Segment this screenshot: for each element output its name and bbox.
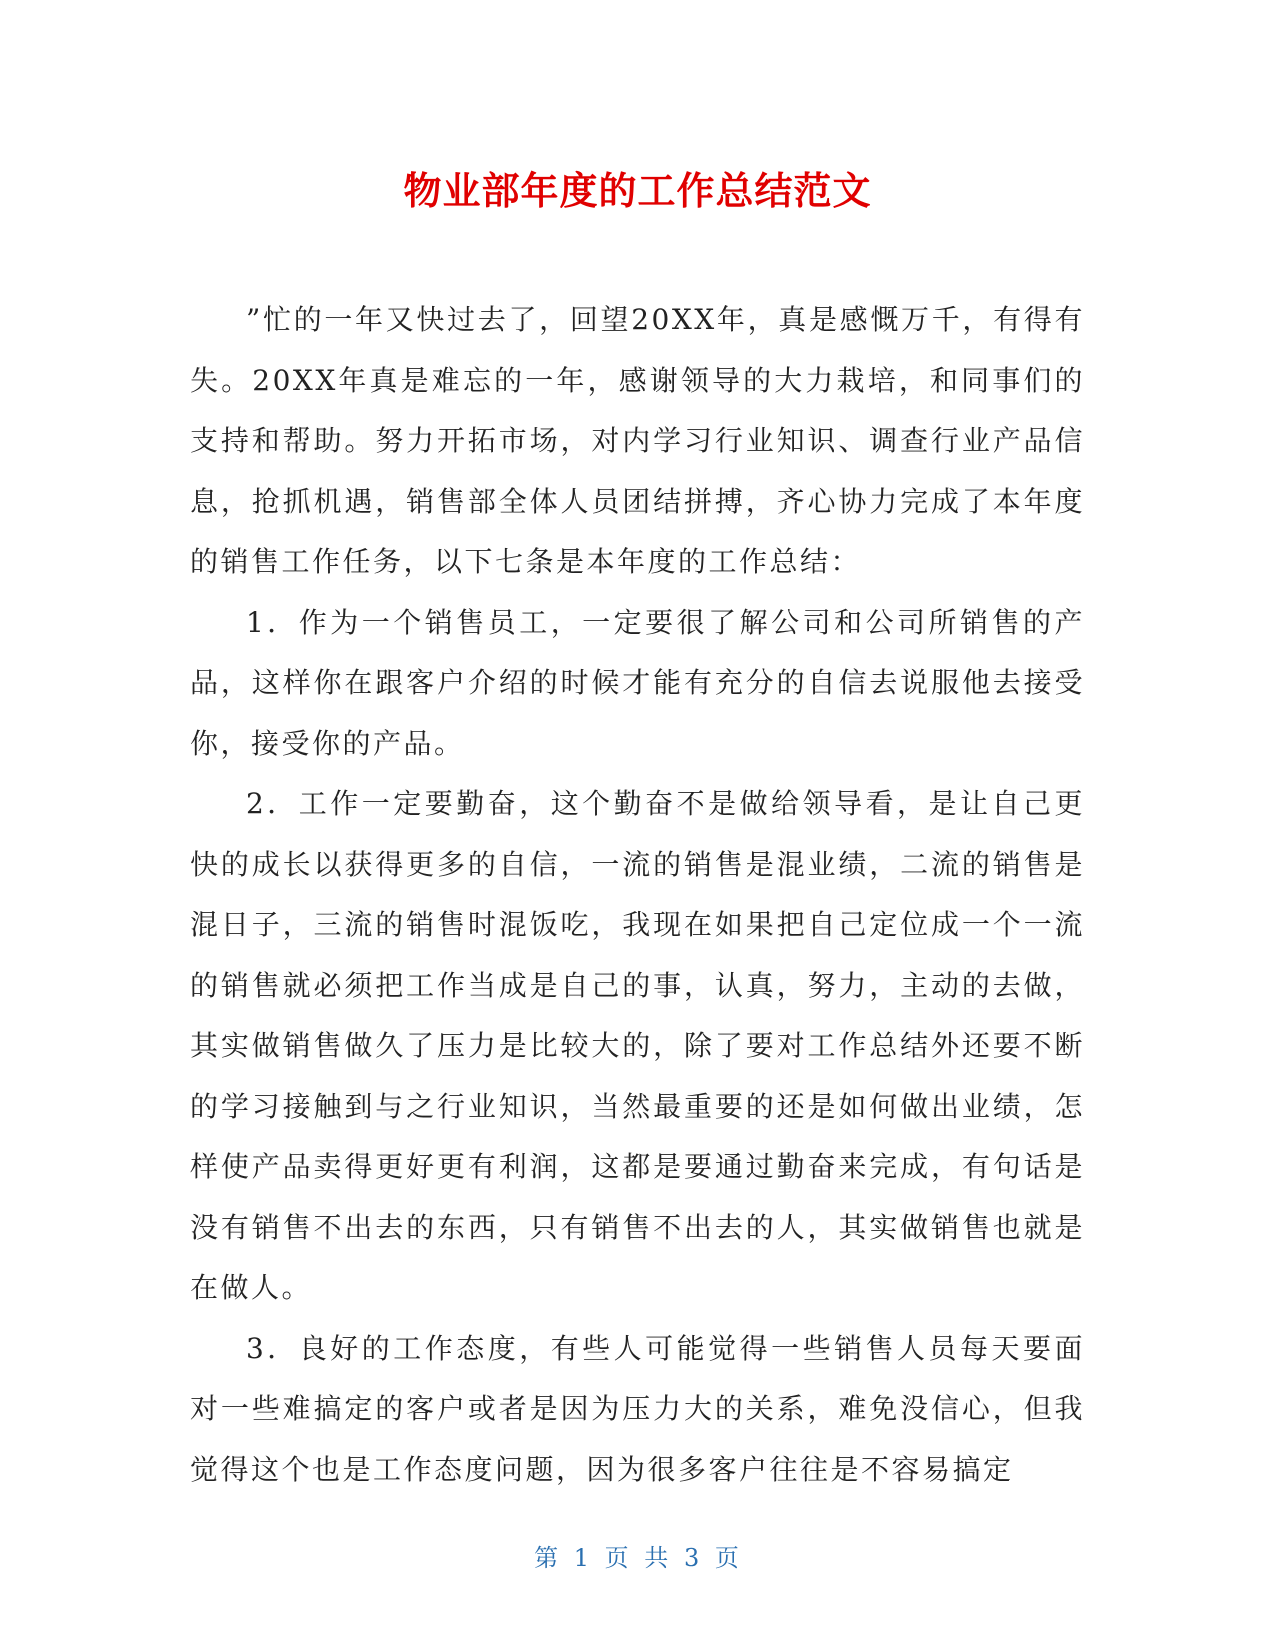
point-1-paragraph: 1．作为一个销售员工，一定要很了解公司和公司所销售的产品，这样你在跟客户介绍的时候才能有充分的自信去说服他去接受你，接受你的产品。 [190,605,1085,760]
point-2-paragraph: 2．工作一定要勤奋，这个勤奋不是做给领导看，是让自己更快的成长以获得更多的自信，一流的销售是混业绩，二流的销售是混日子，三流的销售时混饭吃，我现在如果把自己定位成一个一流的销售就必须把工作当成是自己的事，认真，努力，主动的去做，其实做销售做久了压力是比较大的，除了要对工作总结外还要不断的学习接触到与之行业知识，当然最重要的还是如何做出业绩，怎样使产品卖得更好更有利润，这都是要通过勤奋来完成，有句话是没有销售不出去的东西，只有销售不出去的人，其实做销售也就是在做人。 [190,787,1085,1304]
page-number-footer: 第 1 页 共 3 页 [534,1544,741,1572]
intro-paragraph: ”忙的一年又快过去了，回望20XX年，真是感慨万千，有得有失。20XX年真是难忘的一年，感谢领导的大力栽培，和同事们的支持和帮助。努力开拓市场，对内学习行业知识、调查行业产品信息，抢抓机遇，销售部全体人员团结拼搏，齐心协力完成了本年度的销售工作任务，以下七条是本年度的工作总结： [190,303,1085,578]
document-title: 物业部年度的工作总结范文 [403,169,872,213]
point-3-paragraph: 3．良好的工作态度，有些人可能觉得一些销售人员每天要面对一些难搞定的客户或者是因为压力大的关系，难免没信心，但我觉得这个也是工作态度问题，因为很多客户往往是不容易搞定 [190,1331,1085,1486]
document-body [190,290,1085,1500]
